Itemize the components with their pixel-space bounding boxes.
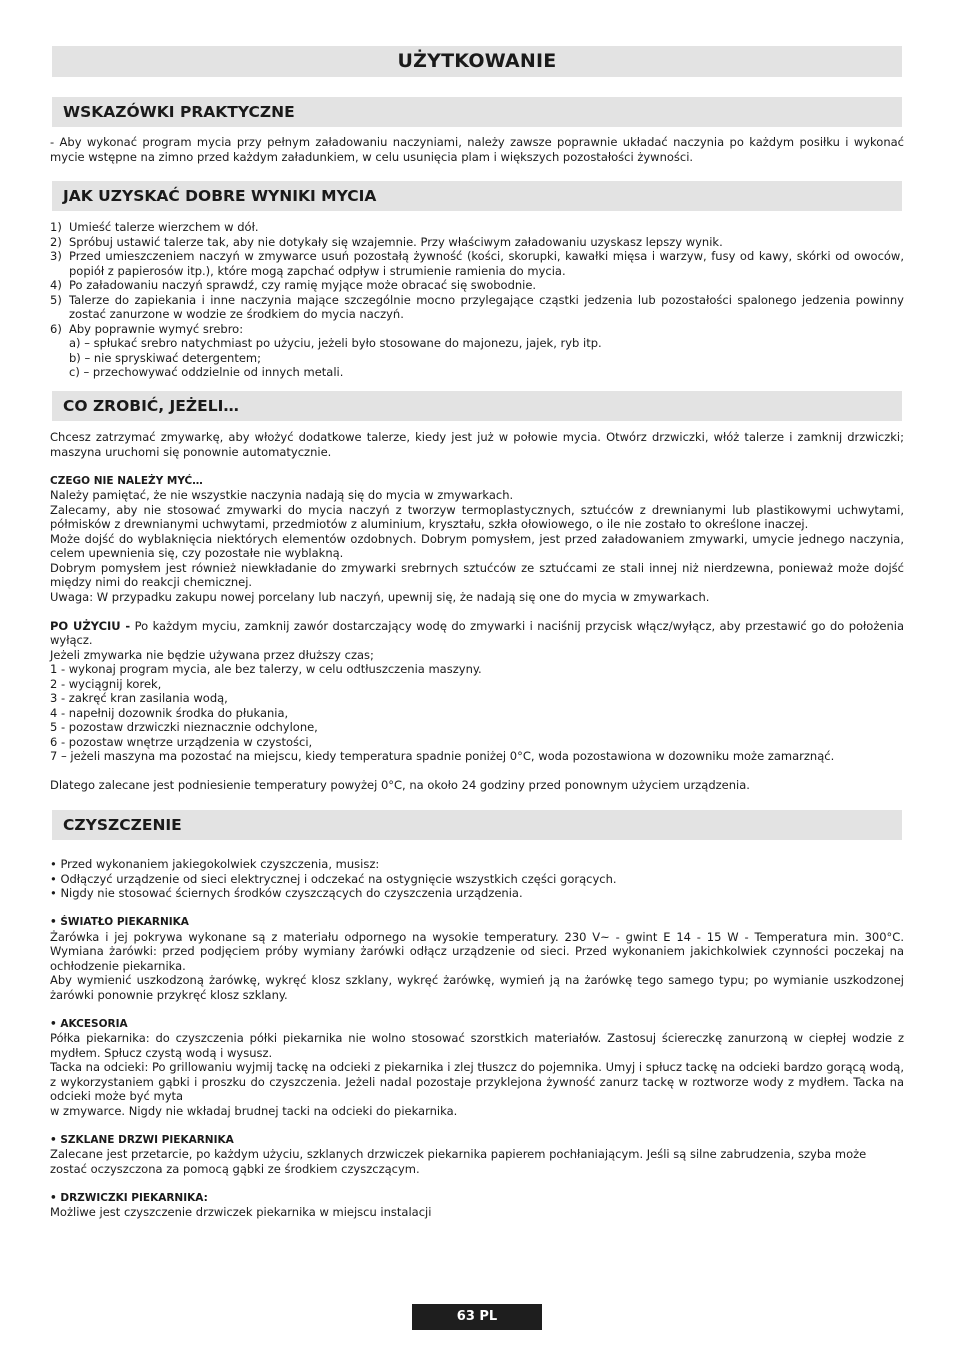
step-item: 7 – jeżeli maszyna ma pozostać na miejscu, kiedy temperatura spadnie poniżej 0°C, woda pozostawiona w dozowniku może zamarznąć.: [50, 749, 835, 763]
closing-text: Dlatego zalecane jest podniesienie temperatury powyżej 0°C, na około 24 godziny przed ponownym użyciem urządzenia.: [50, 778, 750, 792]
long-unused-text: Jeżeli zmywarka nie będzie używana przez dłuższy czas;: [50, 647, 374, 662]
accessories-line: Półka piekarnika: do czyszczenia półki piekarnika nie wolno stosować szorstkich materiałów. Zastosuj ściereczkę zanurzoną w ciepłej wodzie z mydłem. Spłucz czystą wodą i wysusz.: [50, 1031, 904, 1060]
oven-door-text: Możliwe jest czyszczenie drzwiczek piekarnika w miejscu instalacji: [50, 1205, 432, 1219]
section-heading-tips: WSKAZÓWKI PRAKTYCZNE: [52, 97, 902, 127]
section-heading-whatif: CO ZROBIĆ, JEŻELI…: [52, 391, 902, 421]
step-item: 3 - zakręć kran zasilania wodą,: [50, 691, 228, 705]
results-list: [50, 220, 904, 336]
step-item: 2 - wyciągnij korek,: [50, 676, 162, 691]
dont-wash-line: Może dojść do wyblaknięcia niektórych elementów ozdobnych. Dobrym pomysłem, jest przed załadowaniem zmywarki, umycie jednego naczynia, celem upewnienia się, czy pozostałe nie wyblakną.: [50, 531, 904, 560]
whatif-block: [50, 430, 904, 793]
step-item: 1 - wykonaj program mycia, ale bez talerzy, w celu odtłuszczenia maszyny.: [50, 662, 482, 676]
cleaning-bullet: • Przed wykonaniem jakiegokolwiek czyszczenia, musisz:: [50, 857, 380, 871]
step-item: 4 - napełnij dozownik środka do płukania,: [50, 705, 289, 720]
section-heading-cleaning: CZYSZCZENIE: [52, 810, 902, 840]
silver-item: a) – spłukać srebro natychmiast po użyciu, jeżeli było stosowane do majonezu, jajek, ryb itp.: [69, 336, 602, 350]
accessories-line: w zmywarce. Nigdy nie wkładaj brudnej tacki na odcieki do piekarnika.: [50, 1103, 458, 1118]
tips-paragraph: - Aby wykonać program mycia przy pełnym załadowaniu naczyniami, należy zawsze poprawnie układać naczynia po każdym posiłku i wykonać mycie wstępne na zimno przed każdym załadunkiem, w celu usunięcia plam i większych pozostałości żywności.: [50, 135, 904, 164]
light-label: • ŚWIATŁO PIEKARNIKA: [50, 916, 189, 928]
cleaning-block: [50, 857, 904, 1220]
after-use-paragraph: PO UŻYCIU - Po każdym myciu, zamknij zawór dostarczający wodę do zmywarki i naciśnij przycisk włącz/wyłącz, aby przestawić go do położenia wyłącz.: [50, 618, 904, 647]
list-item: 3) Przed umieszczeniem naczyń w zmywarce usuń pozostałą żywność (kości, skorupki, kawałki mięsa i warzyw, fusy od kawy, skórki od owoców, popiół z papierosów itp.), które mogą zapchać odpływ i strumienie ramienia do mycia.: [50, 249, 904, 278]
section-heading-results: JAK UZYSKAĆ DOBRE WYNIKI MYCIA: [52, 181, 902, 211]
step-item: 6 - pozostaw wnętrze urządzenia w czystości,: [50, 734, 313, 749]
cleaning-bullet: • Odłączyć urządzenie od sieci elektrycznej i odczekać na ostygnięcie wszystkich części gorących.: [50, 871, 617, 886]
dont-wash-label: CZEGO NIE NALEŻY MYĆ…: [50, 474, 203, 487]
list-item: 5) Talerze do zapiekania i inne naczynia mające szczególnie mocno przylegające cząstki jedzenia lub pozostałości spalonego jedzenia powinny zostać zanurzone w wodzie ze środkiem do mycia naczyń.: [50, 292, 904, 321]
light-line: Żarówka i jej pokrywa wykonane są z materiału odpornego na wysokie temperatury. 230 V~ - gwint E 14 - 15 W - Temperatura min. 300°C. Wymiana żarówki: przed podjęciem próby wymiany żarówki odłącz urządzenie od sieci. Przed wykonaniem jakichkolwiek czynności poczekaj na ochłodzenie piekarnika.: [50, 929, 904, 973]
list-item: 6) Aby poprawnie wymyć srebro:: [50, 321, 244, 336]
list-item: 1) Umieść talerze wierzchem w dół.: [50, 220, 259, 234]
page-title: UŻYTKOWANIE: [52, 46, 902, 77]
glass-door-label: • SZKLANE DRZWI PIEKARNIKA: [50, 1133, 234, 1146]
whatif-intro: Chcesz zatrzymać zmywarkę, aby włożyć dodatkowe talerze, kiedy jest już w połowie mycia. Otwórz drzwiczki, włóż talerze i zamknij drzwiczki; maszyna uruchomi się ponownie automatycznie.: [50, 430, 904, 459]
silver-item: b) – nie spryskiwać detergentem;: [69, 350, 261, 365]
list-item: 2) Spróbuj ustawić talerze tak, aby nie dotykały się wzajemnie. Przy właściwym załadowaniu uzyskasz lepszy wynik.: [50, 234, 723, 249]
page-number: 63 PL: [412, 1304, 542, 1330]
oven-door-label: • DRZWICZKI PIEKARNIKA:: [50, 1191, 208, 1204]
silver-item: c) – przechowywać oddzielnie od innych metali.: [69, 365, 344, 379]
list-item: 4) Po załadowaniu naczyń sprawdź, czy ramię myjące może obracać się swobodnie.: [50, 278, 537, 292]
accessories-label: • AKCESORIA: [50, 1017, 128, 1030]
step-item: 5 - pozostaw drzwiczki nieznacznie odchylone,: [50, 720, 318, 734]
after-use-label: PO UŻYCIU -: [50, 618, 131, 633]
light-line: Aby wymienić uszkodzoną żarówkę, wykręć klosz szklany, wykręć żarówkę, wymień ją na żarówkę tego samego typu; po wymianie uszkodzonej żarówki ponownie przykręć klosz szklany.: [50, 973, 904, 1002]
glass-door-text: Zalecane jest przetarcie, po każdym użyciu, szklanych drzwiczek piekarnika papierem pochłaniającym. Jeśli są silne zabrudzenia, szyba może zostać oczyszczona za pomocą gąbki ze środkiem czyszczącym.: [50, 1147, 867, 1176]
cleaning-bullet: • Nigdy nie stosować ściernych środków czyszczących do czyszczenia urządzenia.: [50, 886, 523, 900]
accessories-line: Tacka na odcieki: Po grillowaniu wyjmij tackę na odcieki z piekarnika i zlej tłuszcz do pojemnika. Umyj i spłucz tackę na odcieki bardzo gorącą wodą, z wykorzystaniem gąbki i proszku do czyszczenia. Jeżeli nadal pozostaje przyklejona żywność zanurz tackę w roztworze wody z mydłem. Tacka na odcieki może być myta: [50, 1060, 904, 1103]
results-list-block: [50, 220, 904, 380]
dont-wash-line: Dobrym pomysłem jest również niewkładanie do zmywarki srebrnych sztućców ze sztućcami ze stali innej niż nierdzewna, ponieważ może dojść między nimi do reakcji chemicznej.: [50, 560, 904, 589]
dont-wash-line: Zalecamy, aby nie stosować zmywarki do mycia naczyń z tworzyw termoplastycznych, sztućców z drewnianymi lub plastikowymi uchwytami, półmisków z drewnianymi uchwytami, przedmiotów z aluminium, kryształu, szkła ołowiowego, o ile nie zostało to określone inaczej.: [50, 502, 904, 531]
dont-wash-line: Należy pamiętać, że nie wszystkie naczynia nadają się do mycia w zmywarkach.: [50, 488, 514, 502]
dont-wash-line: Uwaga: W przypadku zakupu nowej porcelany lub naczyń, upewnij się, że nadają się one do mycia w zmywarkach.: [50, 589, 710, 604]
